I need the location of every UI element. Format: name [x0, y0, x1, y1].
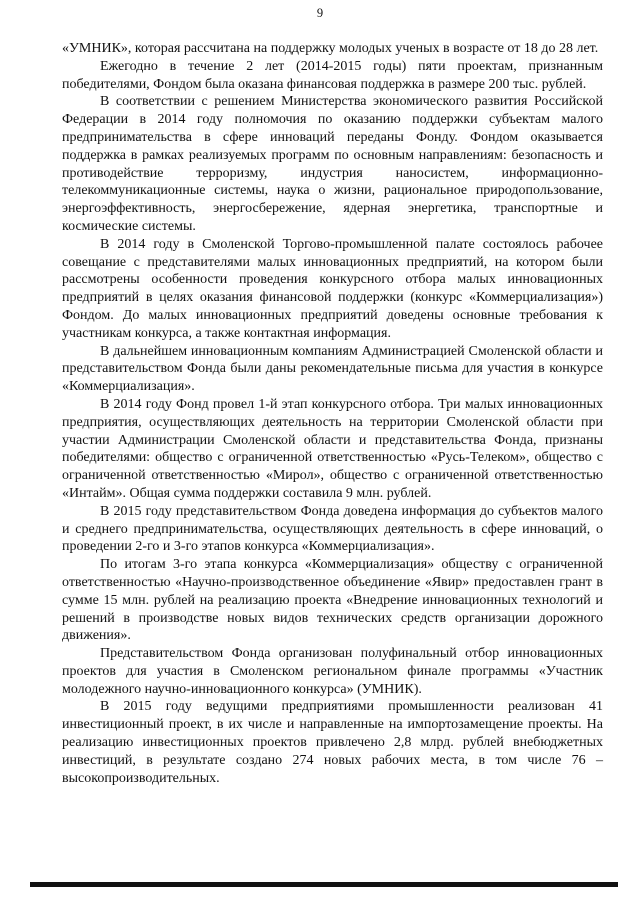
- paragraph: В соответствии с решением Министерства экономического развития Российской Федерации в 2014 году полномочия по оказанию поддержки субъектам малого предпринимательства в сфере инноваций переданы Фонду. Фондом оказывается поддержка в рамках реализуемых программ по основным направлениям: безопасность и противодействие терроризму, индустрия наносистем, информационно-телекоммуникационные системы, наука о жизни, рациональное природопользование, энергоэффективность, энергосбережение, ядерная энергетика, транспортные и космические системы.: [62, 94, 603, 234]
- paragraph: В 2015 году представительством Фонда доведена информация до субъектов малого и среднего предпринимательства, осуществляющих деятельность в сфере инноваций, о проведении 2-го и 3-го этапов конкурса «Коммерциализация».: [62, 503, 603, 555]
- paragraph: «УМНИК», которая рассчитана на поддержку молодых ученых в возрасте от 18 до 28 лет.: [62, 41, 599, 56]
- paragraph: Ежегодно в течение 2 лет (2014-2015 годы) пяти проектам, признанным победителями, Фондом была оказана финансовая поддержка в размере 200 тыс. рублей.: [62, 58, 603, 92]
- document-body: [62, 40, 603, 787]
- paragraph: В дальнейшем инновационным компаниям Администрацией Смоленской области и представительством Фонда были даны рекомендательные письма для участия в конкурсе «Коммерциализация».: [62, 343, 603, 395]
- page-number: 9: [316, 6, 324, 20]
- bottom-divider: [30, 882, 618, 887]
- paragraph: В 2014 году в Смоленской Торгово-промышленной палате состоялось рабочее совещание с представителями малых инновационных предприятий, на котором были рассмотрены особенности проведения конкурсного отбора малых инновационных предприятий в целях оказания финансовой поддержки (конкурс «Коммерциализация») Фондом. До малых инновационных предприятий доведены основные требования к участникам конкурса, а также контактная информация.: [62, 236, 603, 341]
- paragraph: Представительством Фонда организован полуфинальный отбор инновационных проектов для участия в Смоленском региональном финале программы «Участник молодежного научно-инновационного конкурса» (УМНИК).: [62, 646, 603, 697]
- paragraph: В 2015 году ведущими предприятиями промышленности реализован 41 инвестиционный проект, в их числе и направленные на импортозамещение проекты. На реализацию инвестиционных проектов привлечено 2,8 млрд. рублей внебюджетных инвестиций, в результате создано 274 новых рабочих места, в том числе 76 – высокопроизводительных.: [62, 699, 603, 786]
- paragraph: По итогам 3-го этапа конкурса «Коммерциализация» обществу с ограниченной ответственностью «Научно-производственное объединение «Явир» предоставлен грант в сумме 15 млн. рублей на реализацию проекта «Внедрение инновационных технологий и решений в производстве новых видов технических средств организации дорожного движения».: [62, 557, 603, 644]
- paragraph: В 2014 году Фонд провел 1-й этап конкурсного отбора. Три малых инновационных предприятия, осуществляющих деятельность на территории Смоленской области при участии Администрации Смоленской области и представительства Фонда, признаны победителями: общество с ограниченной ответственностью «Русь-Телеком», общество с ограниченной ответственностью «Мирол», общество с ограниченной ответственностью «Интайм». Общая сумма поддержки составила 9 млн. рублей.: [62, 396, 603, 501]
